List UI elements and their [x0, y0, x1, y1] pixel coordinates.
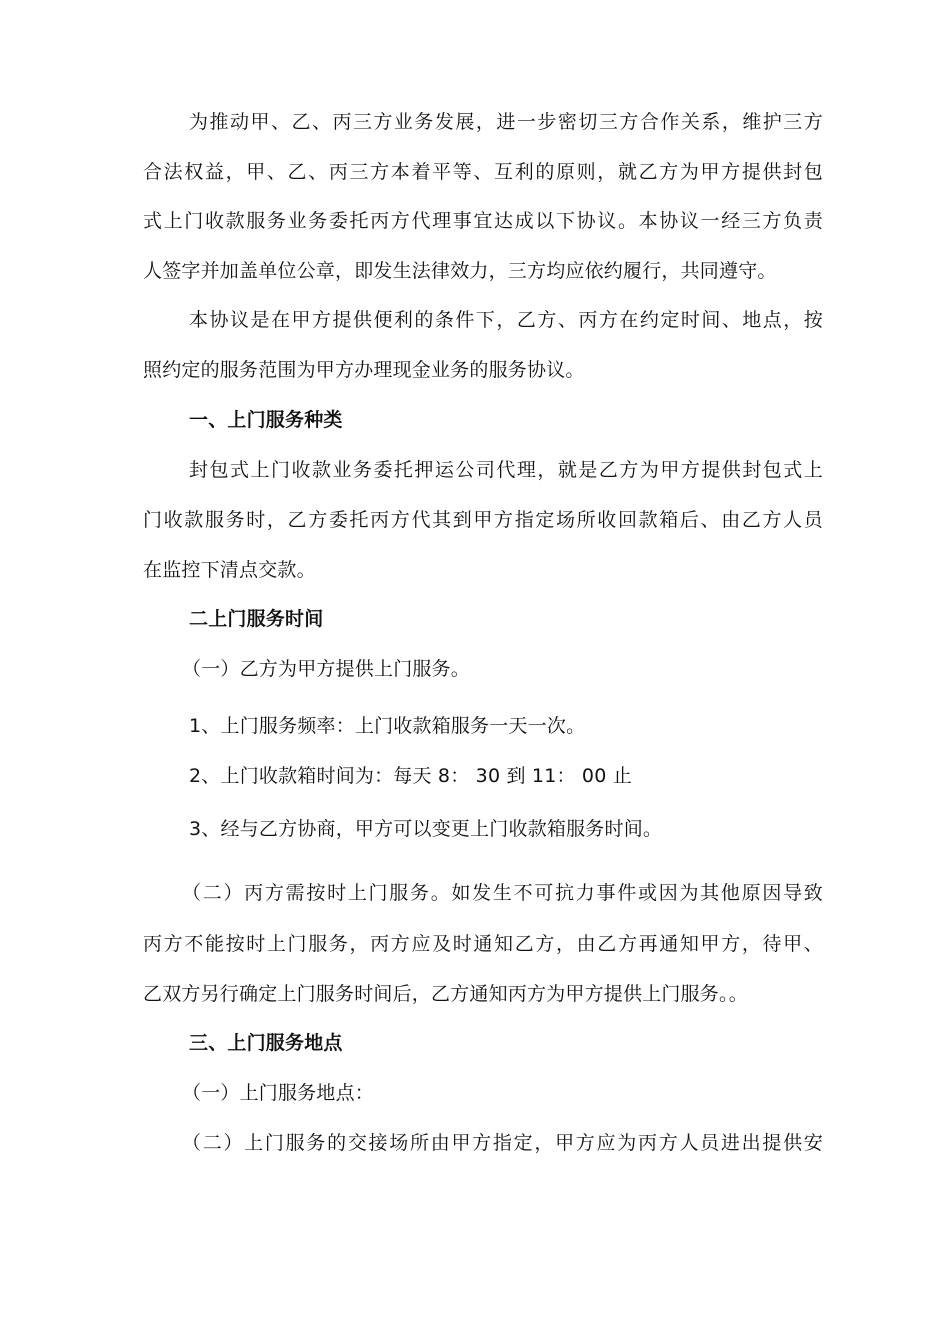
- service-time-subsection-2-line-3: 乙双方另行确定上门服务时间后，乙方通知丙方为甲方提供上门服务。。: [143, 983, 748, 1005]
- service-types-line-2: 门收款服务时，乙方委托丙方代其到甲方指定场所收回款箱后、由乙方人员: [143, 509, 823, 531]
- scope-paragraph-line-1: 本协议是在甲方提供便利的条件下，乙方、丙方在约定时间、地点，按: [189, 309, 823, 331]
- service-time-subsection-2-line-1: （二）丙方需按时上门服务。如发生不可抗力事件或因为其他原因导致: [182, 882, 823, 904]
- service-location-subsection-2: （二）上门服务的交接场所由甲方指定，甲方应为丙方人员进出提供安: [182, 1132, 823, 1154]
- section-heading-service-location: 三、上门服务地点: [189, 1032, 343, 1054]
- scope-paragraph-line-2: 照约定的服务范围为甲方办理现金业务的服务协议。: [143, 359, 585, 381]
- section-heading-service-time: 二上门服务时间: [189, 608, 324, 630]
- service-time-subsection-2-line-2: 丙方不能按时上门服务，丙方应及时通知乙方，由乙方再通知甲方，待甲、: [143, 933, 823, 955]
- section-heading-service-types: 一、上门服务种类: [189, 409, 343, 431]
- service-time-item-2: 2、上门收款箱时间为：每天 8： 30 到 11： 00 止: [189, 765, 632, 787]
- intro-paragraph-line-2: 合法权益，甲、乙、丙三方本着平等、互利的原则，就乙方为甲方提供封包: [143, 161, 823, 183]
- service-time-subsection-1: （一）乙方为甲方提供上门服务。: [182, 658, 471, 680]
- service-time-item-3: 3、经与乙方协商，甲方可以变更上门收款箱服务时间。: [189, 818, 663, 840]
- intro-paragraph-line-4: 人签字并加盖单位公章，即发生法律效力，三方均应依约履行，共同遵守。: [143, 260, 777, 282]
- service-types-line-3: 在监控下清点交款。: [143, 559, 316, 581]
- service-types-line-1: 封包式上门收款业务委托押运公司代理，就是乙方为甲方提供封包式上: [189, 459, 823, 481]
- service-time-item-1: 1、上门服务频率：上门收款箱服务一天一次。: [189, 715, 586, 737]
- intro-paragraph-line-1: 为推动甲、乙、丙三方业务发展，进一步密切三方合作关系，维护三方: [189, 111, 823, 133]
- service-location-subsection-1: （一）上门服务地点：: [182, 1082, 375, 1104]
- intro-paragraph-line-3: 式上门收款服务业务委托丙方代理事宜达成以下协议。本协议一经三方负责: [143, 210, 823, 232]
